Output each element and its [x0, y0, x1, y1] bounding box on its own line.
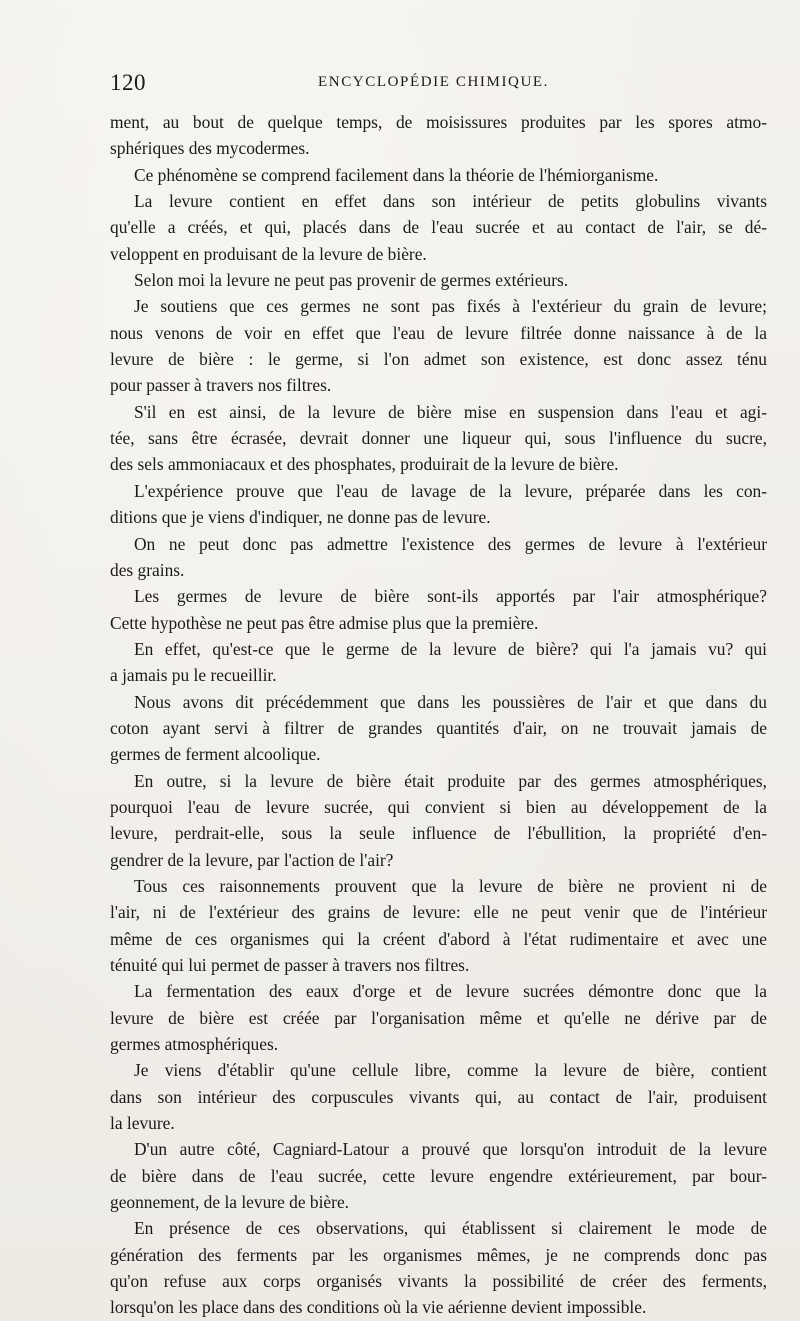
text-line: qu'on refuse aux corps organisés vivants la possibilité de créer des ferments, — [110, 1271, 767, 1292]
text-line: levure, perdrait-elle, sous la seule influence de l'ébullition, la propriété d'en- — [110, 823, 767, 844]
text-line: Les germes de levure de bière sont-ils apportés par l'air atmosphérique? — [134, 586, 767, 607]
text-line: veloppent en produisant de la levure de bière. — [110, 243, 427, 264]
page-number: 120 — [110, 70, 146, 95]
text-line: même de ces organismes qui la créent d'abord à l'état rudimentaire et avec une — [110, 928, 767, 949]
text-line: ténuité qui lui permet de passer à travers nos filtres. — [110, 955, 470, 975]
text-line: tée, sans être écrasée, devrait donner une liqueur qui, sous l'influence du sucre, — [110, 428, 767, 449]
text-line: l'air, ni de l'extérieur des grains de levure: elle ne peut venir que de l'intérieur — [110, 902, 767, 923]
text-line: ment, au bout de quelque temps, de moisissures produites par les spores atmo- — [110, 112, 767, 132]
text-line: Nous avons dit précédemment que dans les poussières de l'air et que dans du — [134, 691, 767, 712]
text-line: gendrer de la levure, par l'action de l'air? — [110, 849, 394, 870]
text-line: L'expérience prouve que l'eau de lavage de la levure, préparée dans les con- — [134, 480, 767, 501]
text-line: germes atmosphériques. — [110, 1034, 279, 1055]
text-line: des sels ammoniacaux et des phosphates, produirait de la levure de bière. — [110, 454, 619, 475]
text-line: En outre, si la levure de bière était produite par des germes atmosphériques, — [134, 770, 767, 791]
text-line: levure de bière est créée par l'organisation même et qu'elle ne dérive par de — [110, 1007, 767, 1028]
text-line: génération des ferments par les organismes mêmes, je ne comprends donc pas — [110, 1244, 767, 1265]
running-head — [110, 70, 770, 100]
text-line: La levure contient en effet dans son intérieur de petits globulins vivants — [134, 191, 767, 212]
text-line: On ne peut donc pas admettre l'existence des germes de levure à l'extérieur — [134, 533, 767, 554]
text-line: nous venons de voir en effet que l'eau de levure filtrée donne naissance à de la — [110, 322, 767, 343]
text-line: Je viens d'établir qu'une cellule libre, comme la levure de bière, contient — [134, 1060, 767, 1081]
text-line: coton ayant servi à filtrer de grandes quantités d'air, on ne trouvait jamais de — [110, 717, 767, 738]
text-line: ditions que je viens d'indiquer, ne donne pas de levure. — [110, 507, 491, 528]
text-line: Tous ces raisonnements prouvent que la levure de bière ne provient ni de — [134, 875, 767, 896]
text-line: levure de bière : le germe, si l'on admet son existence, est donc assez ténu — [110, 349, 767, 370]
text-line: En effet, qu'est-ce que le germe de la levure de bière? qui l'a jamais vu? qui — [134, 638, 767, 659]
text-line: germes de ferment alcoolique. — [110, 744, 321, 765]
text-line: S'il en est ainsi, de la levure de bière mise en suspension dans l'eau et agi- — [134, 401, 767, 422]
text-line: la levure. — [110, 1113, 175, 1134]
text-line: D'un autre côté, Cagniard-Latour a prouvé que lorsqu'on introduit de la levure — [134, 1139, 767, 1160]
text-line: pourquoi l'eau de levure sucrée, qui convient si bien au développement de la — [110, 796, 767, 817]
text-line: des grains. — [110, 559, 185, 580]
text-line: sphériques des mycodermes. — [110, 138, 310, 159]
text-line: a jamais pu le recueillir. — [110, 665, 277, 686]
text-line: dans son intérieur des corpuscules vivants qui, au contact de l'air, produisent — [110, 1086, 767, 1107]
text-line: En présence de ces observations, qui établissent si clairement le mode de — [134, 1218, 767, 1239]
text-line: qu'elle a créés, et qui, placés dans de l'eau sucrée et au contact de l'air, se dé- — [110, 217, 767, 238]
text-line: Cette hypothèse ne peut pas être admise plus que la première. — [110, 612, 539, 633]
text-line: Selon moi la levure ne peut pas provenir de germes extérieurs. — [134, 270, 569, 291]
text-line: Je soutiens que ces germes ne sont pas fixés à l'extérieur du grain de levure; — [134, 296, 767, 317]
text-line: lorsqu'on les place dans des conditions où la vie aérienne devient impossible. — [110, 1297, 647, 1318]
body-text — [110, 109, 767, 1321]
text-line: Ce phénomène se comprend facilement dans la théorie de l'hémiorganisme. — [134, 164, 659, 185]
text-line: La fermentation des eaux d'orge et de levure sucrées démontre donc que la — [134, 981, 767, 1002]
running-title: ENCYCLOPÉDIE CHIMIQUE. — [318, 74, 550, 90]
text-line: de bière dans de l'eau sucrée, cette levure engendre extérieurement, par bour- — [110, 1165, 767, 1186]
text-line: pour passer à travers nos filtres. — [110, 375, 332, 396]
text-line: geonnement, de la levure de bière. — [110, 1192, 350, 1213]
